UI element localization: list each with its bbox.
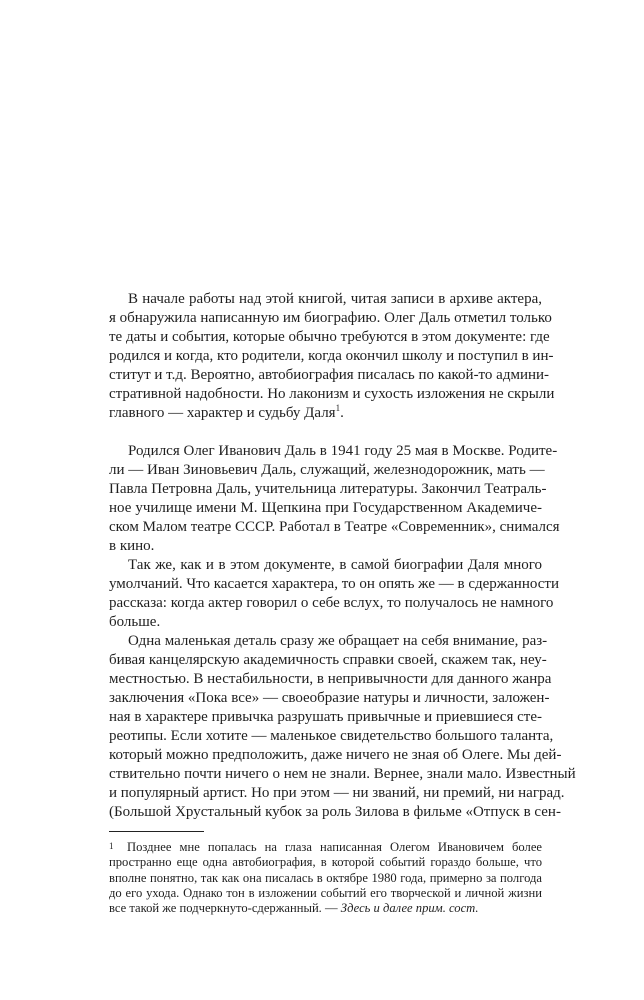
text-line: Так же, как и в этом документе, в самой биографии Даля много	[128, 557, 542, 573]
text-line: ная в характере привычка разрушать привычные и приевшиеся сте-	[109, 709, 542, 725]
text-line: заключения «Пока все» — своеобразие натуры и личности, заложен-	[109, 690, 550, 706]
text-line: Одна маленькая деталь сразу же обращает на себя внимание, раз-	[128, 633, 548, 649]
text-line: стративной надобности. Но лаконизм и сухость изложения не скрыли	[109, 386, 555, 402]
footnote-line: вполне понятно, так как она писалась в октябре 1980 года, примерно за полгода	[109, 870, 542, 885]
paragraph-1	[109, 290, 555, 423]
text-line: реотипы. Если хотите — маленькое свидетельство большого таланта,	[109, 728, 554, 744]
footnote-separator	[109, 831, 204, 832]
text-line-content: главного — характер и судьбу Даля	[109, 405, 336, 421]
text-line: ствительно почти ничего о нем не знали. Вернее, знали мало. Известный	[109, 766, 576, 782]
text-line: родился и когда, кто родители, когда окончил школу и поступил в ин-	[109, 348, 554, 364]
text-line: (Большой Хрустальный кубок за роль Зилова в фильме «Отпуск в сен-	[109, 804, 561, 820]
footnote-line: пространно еще одна автобиография, в которой событий гораздо больше, что	[109, 855, 542, 870]
paragraph-gap	[109, 423, 542, 442]
text-line: Родился Олег Иванович Даль в 1941 году 25 мая в Москве. Родите-	[128, 443, 558, 459]
paragraph-3	[109, 556, 559, 632]
footnote-line	[109, 901, 542, 916]
text-line: местностью. В нестабильности, в непривычности для данного жанра	[109, 671, 552, 687]
footnote	[109, 840, 542, 916]
editor-note: Здесь и далее прим. сост.	[340, 901, 479, 916]
footnote-line-content: Позднее мне попалась на глаза написанная Олегом Ивановичем более	[127, 840, 542, 854]
footnote-line-content: все такой же подчеркнуто-сдержанный. —	[109, 901, 341, 916]
text-line: больше.	[109, 614, 161, 630]
text-line: бивая канцелярскую академичность справки своей, скажем так, неу-	[109, 652, 547, 668]
text-line: В начале работы над этой книгой, читая записи в архиве актера,	[128, 291, 542, 307]
paragraph-2	[109, 442, 560, 556]
footnote-mark: 1	[109, 841, 114, 851]
paragraph-4	[109, 632, 576, 822]
text-line: в кино.	[109, 538, 155, 554]
main-text	[109, 290, 576, 822]
text-line: я обнаружила написанную им биографию. Олег Даль отметил только	[109, 310, 552, 326]
text-line: главного — характер и судьбу Даля$^1$.	[109, 403, 344, 421]
text-line: ли — Иван Зиновьевич Даль, служащий, железнодорожник, мать —	[109, 462, 545, 478]
text-line: ное училище имени М. Щепкина при Государственном Академиче-	[109, 500, 542, 516]
footnote-reference[interactable]: 1	[335, 403, 341, 413]
text-line: те даты и события, которые обычно требуются в этом документе: где	[109, 329, 550, 345]
text-line: ститут и т.д. Вероятно, автобиография писалась по какой-то админи-	[109, 367, 550, 383]
text-line: и популярный артист. Но при этом — ни званий, ни премий, ни наград.	[109, 785, 565, 801]
text-line: Павла Петровна Даль, учительница литературы. Закончил Театраль-	[109, 481, 547, 497]
text-line: который можно предположить, даже ничего не зная об Олеге. Мы дей-	[109, 747, 562, 763]
text-line: ском Малом театре СССР. Работал в Театре «Современник», снимался	[109, 519, 560, 535]
footnote-line: до его ухода. Однако тон в изложении событий его творческой и личной жизни	[109, 885, 542, 900]
footnote-line	[109, 840, 542, 855]
text-line: рассказа: когда актер говорил о себе вслух, то получалось не намного	[109, 595, 554, 611]
text-line: умолчаний. Что касается характера, то он опять же — в сдержанности	[109, 576, 559, 592]
